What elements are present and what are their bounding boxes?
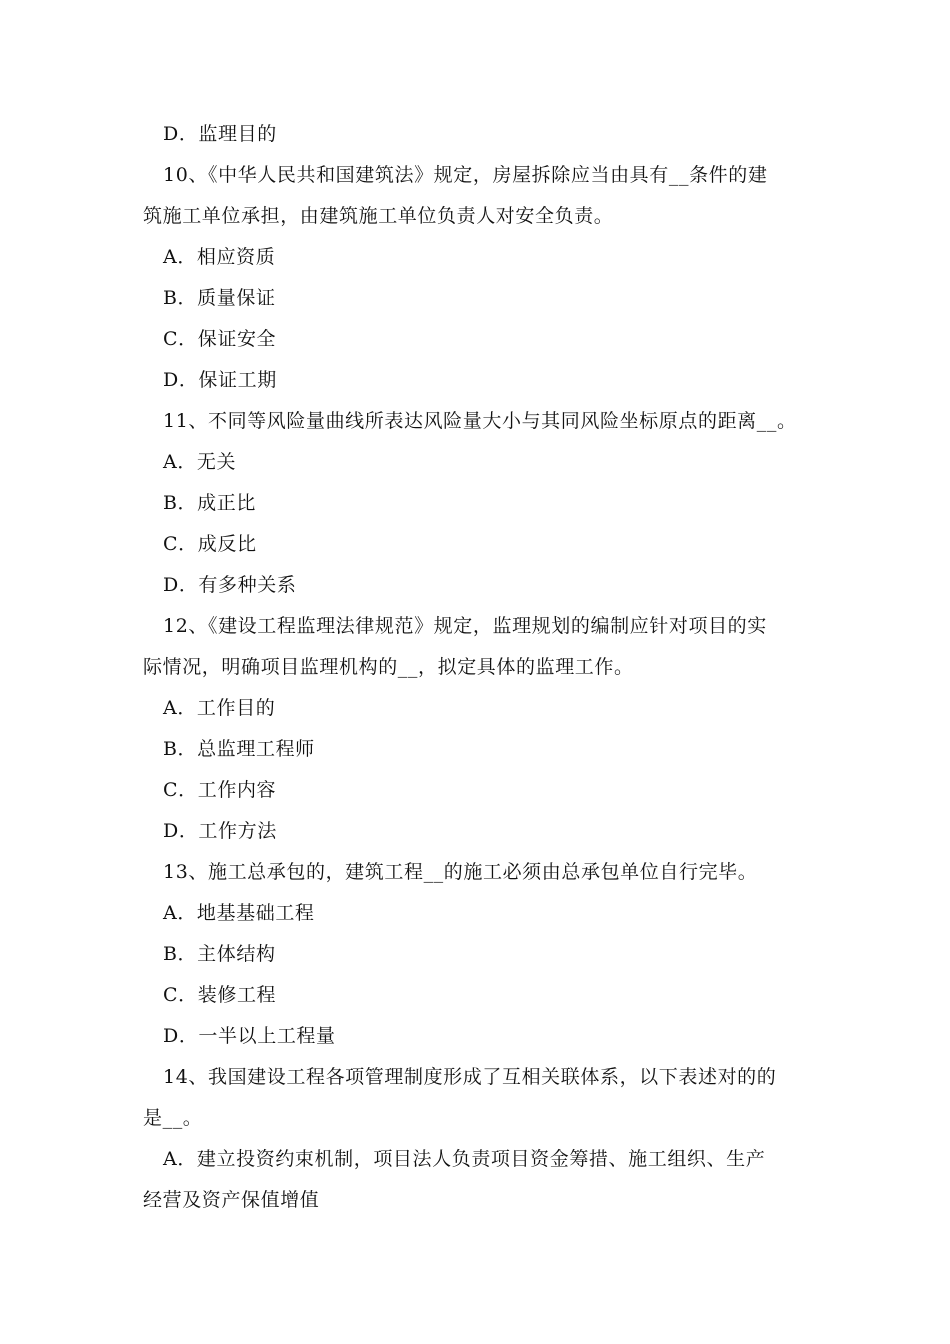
answer-option: B．总监理工程师	[163, 738, 315, 760]
answer-option: D．监理目的	[163, 123, 277, 145]
answer-option: A．建立投资约束机制，项目法人负责项目资金筹措、施工组织、生产	[163, 1148, 766, 1170]
answer-option: C．成反比	[163, 533, 257, 555]
question-text: 12、《建设工程监理法律规范》规定，监理规划的编制应针对项目的实	[163, 615, 767, 637]
question-text: 13、施工总承包的，建筑工程__的施工必须由总承包单位自行完毕。	[163, 861, 758, 883]
answer-option-continued: 经营及资产保值增值	[143, 1189, 320, 1211]
answer-option: C．保证安全	[163, 328, 277, 350]
question-text-continued: 是__。	[143, 1107, 203, 1129]
answer-option: B．成正比	[163, 492, 256, 514]
answer-option: A．无关	[163, 451, 237, 473]
answer-option: D．有多种关系	[163, 574, 297, 596]
answer-option: A．地基基础工程	[163, 902, 315, 924]
answer-option: B．质量保证	[163, 287, 276, 309]
document-body	[143, 114, 823, 1221]
question-text: 10、《中华人民共和国建筑法》规定，房屋拆除应当由具有__条件的建	[163, 164, 768, 186]
question-text-continued: 际情况，明确项目监理机构的__，拟定具体的监理工作。	[143, 656, 634, 678]
answer-option: C．装修工程	[163, 984, 277, 1006]
question-text-continued: 筑施工单位承担，由建筑施工单位负责人对安全负责。	[143, 205, 614, 227]
answer-option: D．保证工期	[163, 369, 277, 391]
answer-option: B．主体结构	[163, 943, 276, 965]
answer-option: D．工作方法	[163, 820, 277, 842]
answer-option: A．相应资质	[163, 246, 276, 268]
question-text: 14、我国建设工程各项管理制度形成了互相关联体系，以下表述对的的	[163, 1066, 777, 1088]
answer-option: D．一半以上工程量	[163, 1025, 336, 1047]
answer-option: A．工作目的	[163, 697, 276, 719]
question-text: 11、不同等风险量曲线所表达风险量大小与其同风险坐标原点的距离__。	[163, 410, 797, 432]
answer-option: C．工作内容	[163, 779, 277, 801]
